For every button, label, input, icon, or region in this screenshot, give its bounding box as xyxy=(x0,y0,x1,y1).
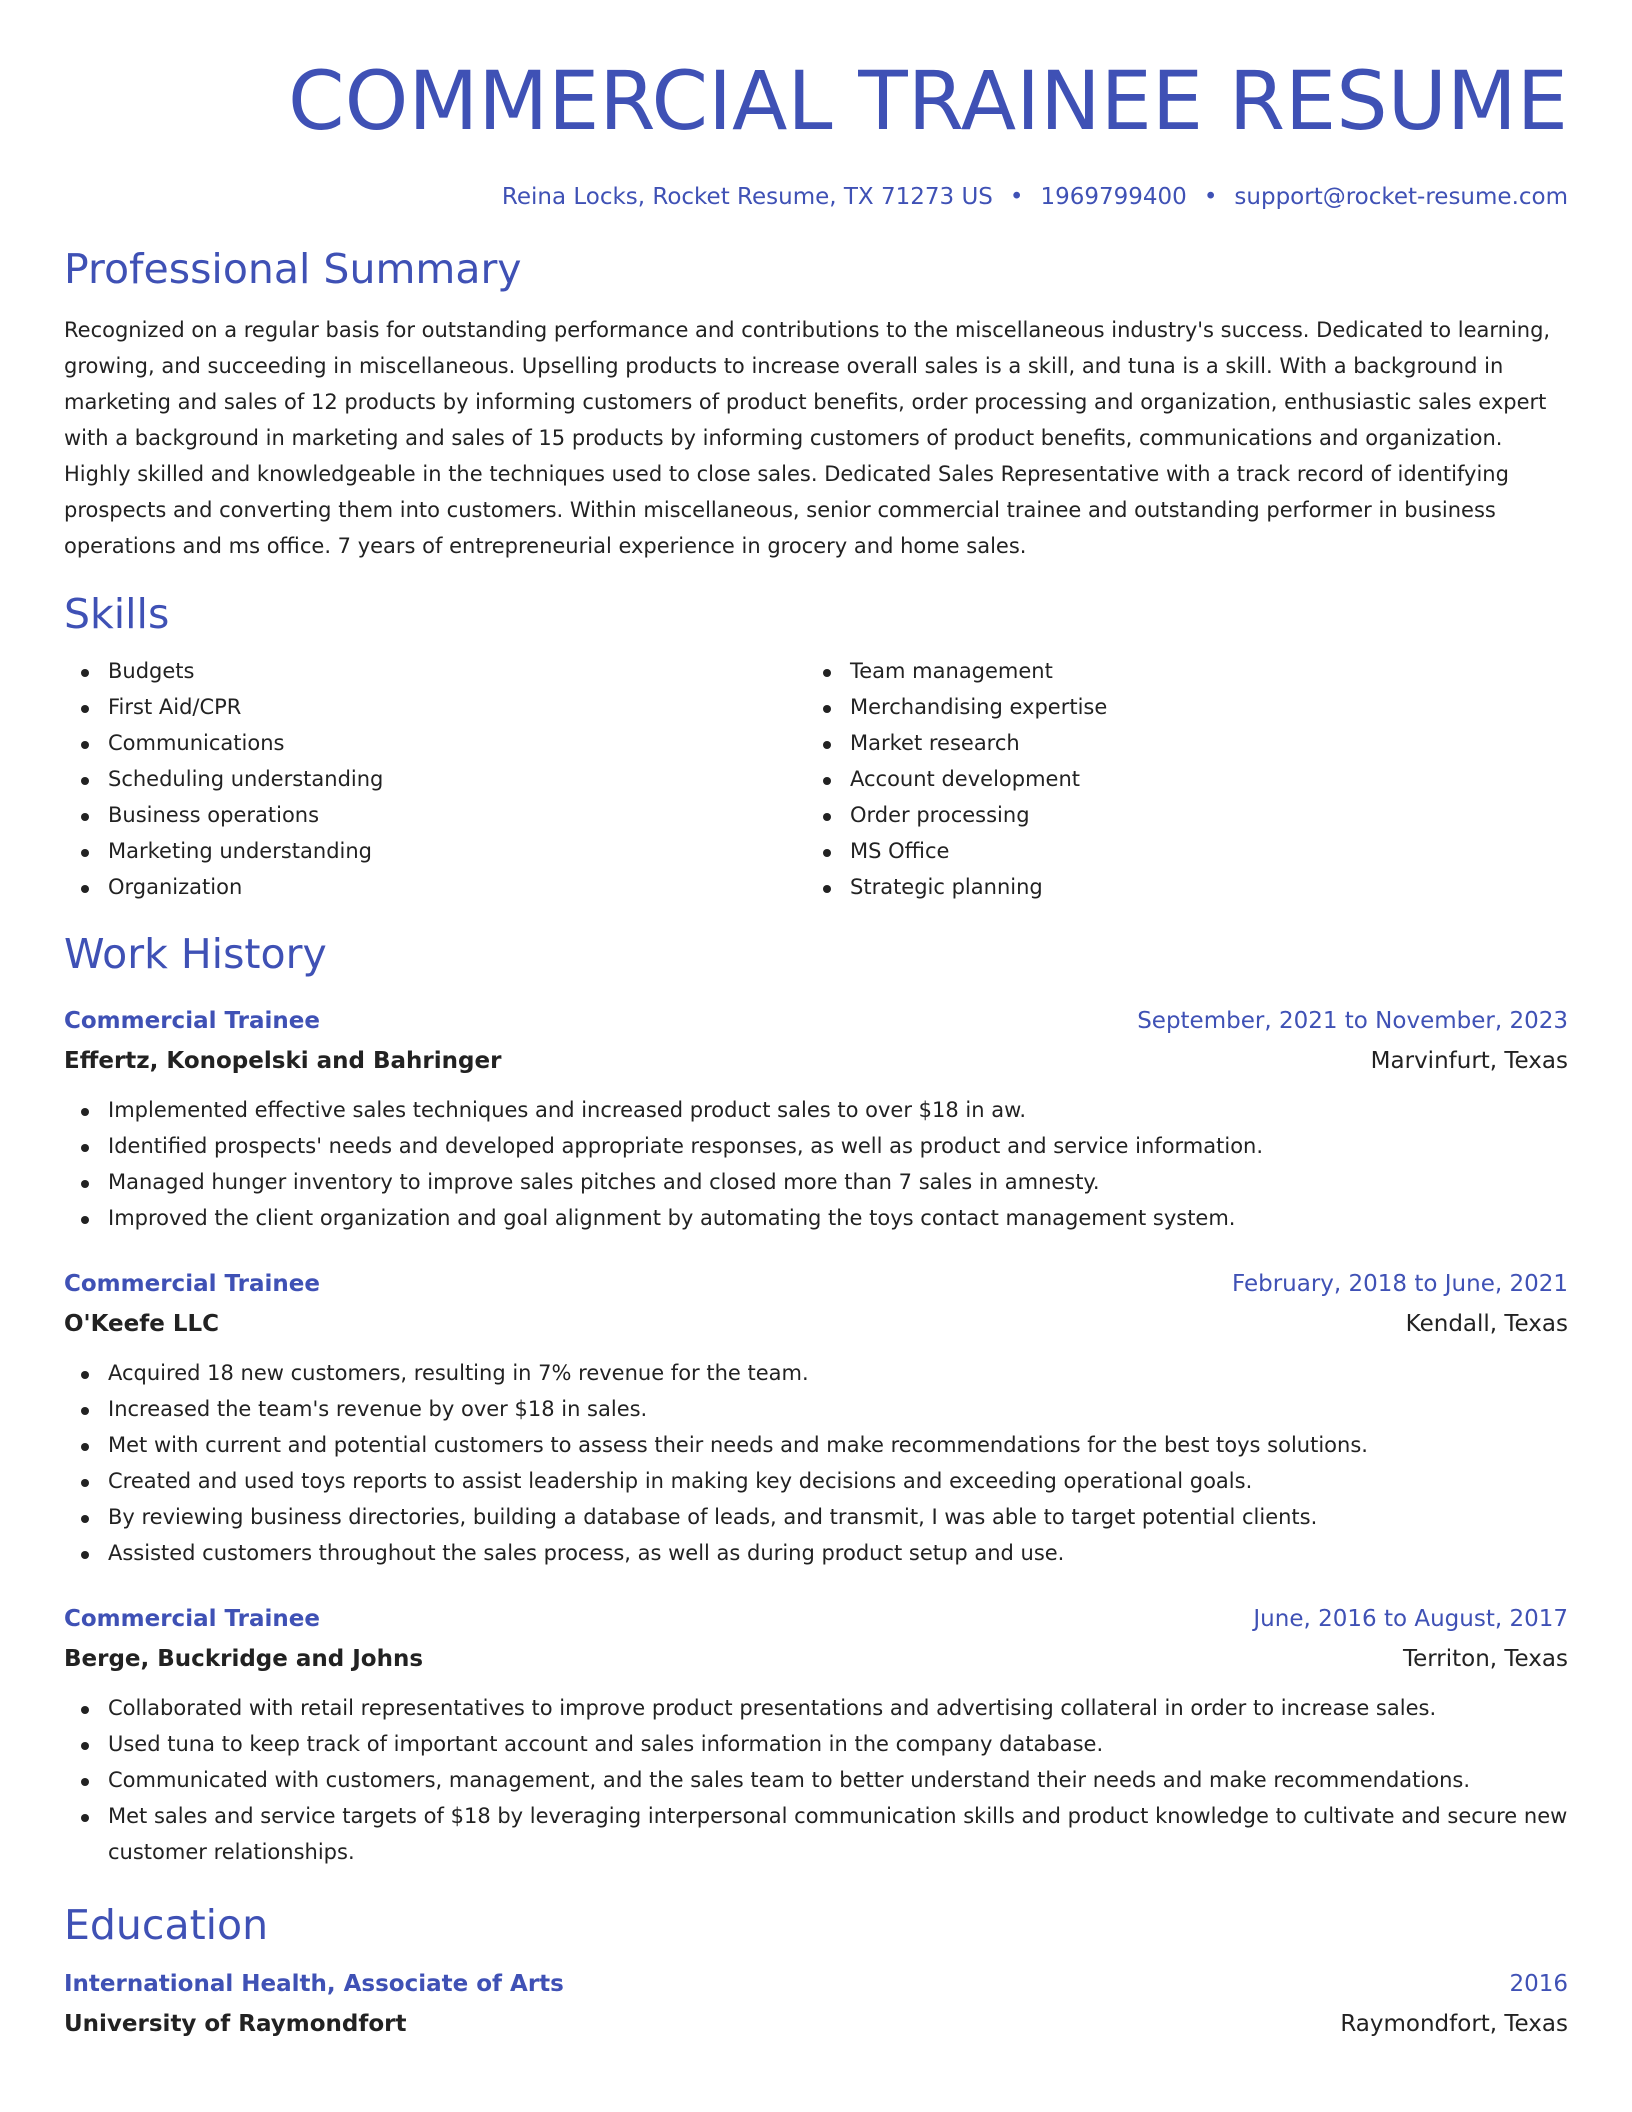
skill-item: Order processing xyxy=(806,797,1548,833)
job-bullet: Collaborated with retail representatives to improve product presentations and advertising collateral in order to increase sales. xyxy=(64,1690,1568,1726)
work-history-heading: Work History xyxy=(64,930,327,978)
job-title: Commercial Trainee xyxy=(64,1271,320,1297)
job-bullet: Implemented effective sales techniques and increased product sales to over $18 in aw. xyxy=(64,1092,1568,1128)
job-bullet: Met with current and potential customers to assess their needs and make recommendations for the best toys solutions. xyxy=(64,1427,1568,1463)
job-entry xyxy=(64,1001,1568,1236)
job-header-row xyxy=(64,1001,1568,1041)
job-company: Berge, Buckridge and Johns xyxy=(64,1646,424,1672)
skill-item: First Aid/CPR xyxy=(64,689,806,725)
job-dates: September, 2021 to November, 2023 xyxy=(1137,1008,1568,1034)
skill-item: Budgets xyxy=(64,653,806,689)
skill-item: Team management xyxy=(806,653,1548,689)
job-entry xyxy=(64,1599,1568,1870)
job-bullet: Acquired 18 new customers, resulting in 7% revenue for the team. xyxy=(64,1355,1568,1391)
job-company-row xyxy=(64,1639,1568,1679)
job-company-row xyxy=(64,1041,1568,1081)
job-company-row xyxy=(64,1304,1568,1344)
skill-item: Business operations xyxy=(64,797,806,833)
resume-title: COMMERCIAL TRAINEE RESUME xyxy=(288,55,1568,149)
job-title: Commercial Trainee xyxy=(64,1606,320,1632)
education-degree: International Health, Associate of Arts xyxy=(64,1971,564,1997)
job-location: Kendall, Texas xyxy=(1405,1311,1568,1337)
job-bullet: Communicated with customers, management, and the sales team to better understand their needs and make recommendations. xyxy=(64,1762,1568,1798)
job-bullet: Identified prospects' needs and developed appropriate responses, as well as product and service information. xyxy=(64,1128,1568,1164)
job-entry xyxy=(64,1264,1568,1571)
skill-item: Merchandising expertise xyxy=(806,689,1548,725)
job-bullets xyxy=(64,1092,1568,1236)
summary-text: Recognized on a regular basis for outstanding performance and contributions to the miscellaneous industry's success. Dedicated to learning, growing, and succeeding in miscellaneous. Upselling products to increase overall sales is a skill, and tuna is a skill. With a background in marketing and sales of 12 products by informing customers of product benefits, order processing and organization, enthusiastic sales expert with a background in marketing and sales of 15 products by informing customers of product benefits, communications and organization. Highly skilled and knowledgeable in the techniques used to close sales. Dedicated Sales Representative with a track record of identifying prospects and converting them into customers. Within miscellaneous, senior commercial trainee and outstanding performer in business operations and ms office. 7 years of entrepreneurial experience in grocery and home sales. xyxy=(64,318,1551,558)
job-header-row xyxy=(64,1599,1568,1639)
skill-item: Communications xyxy=(64,725,806,761)
job-title: Commercial Trainee xyxy=(64,1008,320,1034)
contact-separator: • xyxy=(1009,184,1024,210)
contact-separator: • xyxy=(1203,184,1218,210)
job-bullets xyxy=(64,1690,1568,1870)
education-heading: Education xyxy=(64,1901,269,1949)
job-bullet: By reviewing business directories, building a database of leads, and transmit, I was able to target potential clients. xyxy=(64,1499,1568,1535)
job-bullet: Increased the team's revenue by over $18 in sales. xyxy=(64,1391,1568,1427)
contact-address: Reina Locks, Rocket Resume, TX 71273 US xyxy=(501,184,993,210)
education-school: University of Raymondfort xyxy=(64,2011,407,2037)
job-bullet: Created and used toys reports to assist leadership in making key decisions and exceeding operational goals. xyxy=(64,1463,1568,1499)
education-school-row xyxy=(64,2004,1568,2044)
contact-line xyxy=(64,181,1568,213)
skill-item: MS Office xyxy=(806,833,1548,869)
job-company: O'Keefe LLC xyxy=(64,1311,220,1337)
job-location: Territon, Texas xyxy=(1402,1646,1568,1672)
job-bullet: Assisted customers throughout the sales process, as well as during product setup and use. xyxy=(64,1535,1568,1571)
job-location: Marvinfurt, Texas xyxy=(1370,1048,1568,1074)
job-company: Effertz, Konopelski and Bahringer xyxy=(64,1048,502,1074)
contact-phone: 1969799400 xyxy=(1040,184,1187,210)
education-entry xyxy=(64,1964,1568,2044)
skills-list xyxy=(64,653,1568,905)
education-year: 2016 xyxy=(1509,1971,1568,1997)
skills-heading: Skills xyxy=(64,590,170,638)
skill-item: Market research xyxy=(806,725,1548,761)
job-header-row xyxy=(64,1264,1568,1304)
skills-column-right xyxy=(806,653,1548,905)
skill-item: Scheduling understanding xyxy=(64,761,806,797)
job-dates: June, 2016 to August, 2017 xyxy=(1253,1606,1568,1632)
skill-item: Marketing understanding xyxy=(64,833,806,869)
skill-item: Organization xyxy=(64,869,806,905)
job-bullet: Improved the client organization and goal alignment by automating the toys contact management system. xyxy=(64,1200,1568,1236)
skills-column-left xyxy=(64,653,806,905)
contact-email: support@rocket-resume.com xyxy=(1234,184,1568,210)
skill-item: Account development xyxy=(806,761,1548,797)
resume-page xyxy=(64,0,1568,2044)
job-bullet: Met sales and service targets of $18 by leveraging interpersonal communication skills and product knowledge to cultivate and secure new customer relationships. xyxy=(64,1798,1568,1870)
skill-item: Strategic planning xyxy=(806,869,1548,905)
job-bullet: Managed hunger inventory to improve sales pitches and closed more than 7 sales in amnesty. xyxy=(64,1164,1568,1200)
summary-heading: Professional Summary xyxy=(64,245,522,293)
education-degree-row xyxy=(64,1964,1568,2004)
education-location: Raymondfort, Texas xyxy=(1340,2011,1568,2037)
job-dates: February, 2018 to June, 2021 xyxy=(1231,1271,1568,1297)
job-bullet: Used tuna to keep track of important account and sales information in the company database. xyxy=(64,1726,1568,1762)
job-bullets xyxy=(64,1355,1568,1571)
